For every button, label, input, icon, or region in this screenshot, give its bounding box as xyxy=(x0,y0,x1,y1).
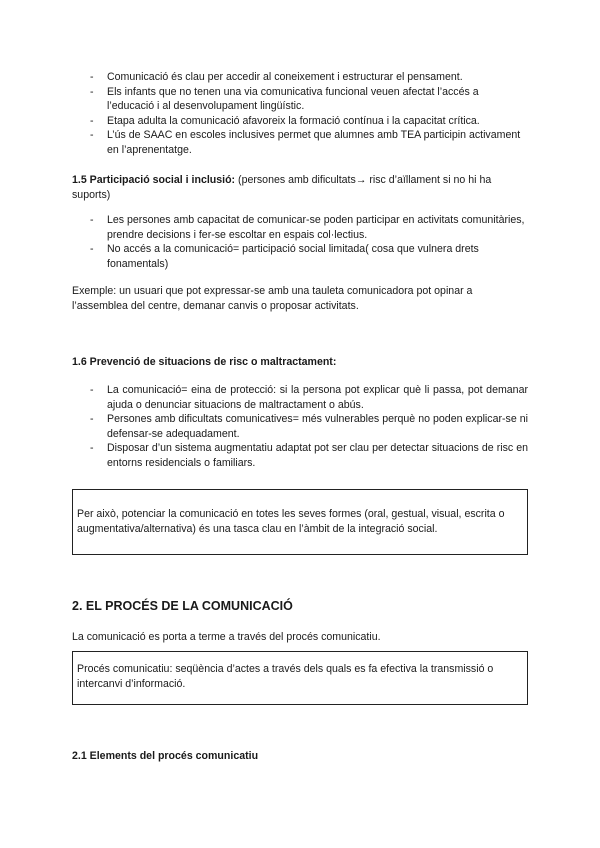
communication-importance-list xyxy=(72,70,528,158)
section-1-5-example: Exemple: un usuari que pot expressar-se amb una tauleta comunicadora pot opinar a l’assemblea del centre, demanar canvis o proposar activitats. xyxy=(72,285,473,312)
communication-process-definition-text: Procés comunicatiu: seqüència d’actes a través dels quals es fa efectiva la transmissió o intercanvi d’informació. xyxy=(77,663,494,690)
section-1-5-list xyxy=(72,213,528,271)
list-item: - Els infants que no tenen una via comunicativa funcional veuen afectat l’accés a l’educació i al desenvolupament lingüístic. xyxy=(72,85,528,114)
list-item: - Comunicació és clau per accedir al coneixement i estructurar el pensament. xyxy=(72,70,528,85)
section-1-5-heading: 1.5 Participació social i inclusió: xyxy=(72,174,236,186)
list-item: - No accés a la comunicació= participació social limitada( cosa que vulnera drets fonamentals) xyxy=(72,242,528,271)
section-2-heading: 2. EL PROCÉS DE LA COMUNICACIÓ xyxy=(72,599,293,613)
list-item: - Persones amb dificultats comunicatives= més vulnerables perquè no poden explicar-se ni defensar-se adequadament. xyxy=(72,412,528,441)
section-1-6-heading: 1.6 Prevenció de situacions de risc o maltractament: xyxy=(72,356,337,368)
list-item: - L’ús de SAAC en escoles inclusives permet que alumnes amb TEA participin activament en l’aprenentatge. xyxy=(72,128,528,157)
list-item: - Etapa adulta la comunicació afavoreix la formació contínua i la capacitat crítica. xyxy=(72,114,528,129)
list-item: - Les persones amb capacitat de comunicar-se poden participar en activitats comunitàries, prendre decisions i fer-se escoltar en espais col·lectius. xyxy=(72,213,528,242)
section-1-5-note: (persones amb dificultats→ risc d’aïllament si no hi ha suports) xyxy=(72,174,492,201)
communication-process-definition-box xyxy=(72,651,528,705)
integration-summary-box xyxy=(72,489,528,555)
list-item: - La comunicació= eina de protecció: si la persona pot explicar què li passa, pot demanar ajuda o denunciar situacions de maltractament o abús. xyxy=(72,383,528,412)
integration-summary-text: Per això, potenciar la comunicació en totes les seves formes (oral, gestual, visual, escrita o augmentativa/alternativa) és una tasca clau en l’àmbit de la integració social. xyxy=(77,508,505,535)
section-2-1-heading: 2.1 Elements del procés comunicatiu xyxy=(72,750,259,762)
section-1-5-intro xyxy=(72,173,528,202)
list-item: - Disposar d’un sistema augmentatiu adaptat pot ser clau per detectar situacions de risc en entorns residencials o familiars. xyxy=(72,441,528,470)
section-2-intro: La comunicació es porta a terme a través del procés comunicatiu. xyxy=(72,631,381,643)
section-1-6-list xyxy=(72,383,528,471)
